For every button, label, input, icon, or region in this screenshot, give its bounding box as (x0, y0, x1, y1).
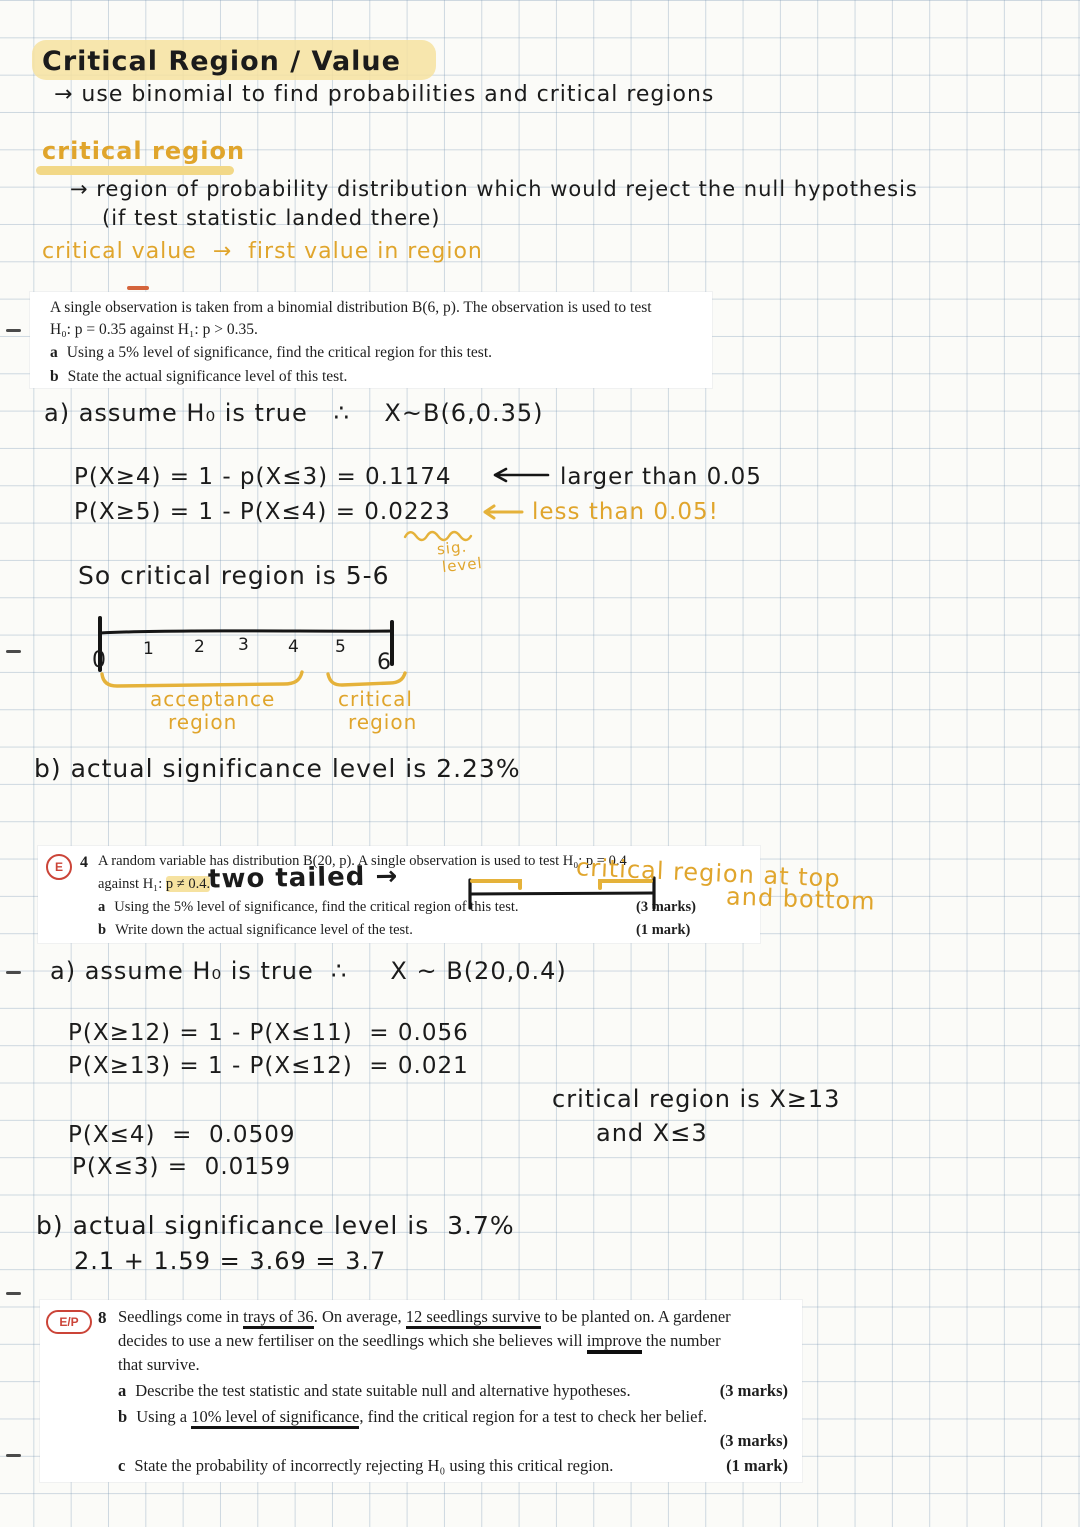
q4-line2-highlighted: p ≠ 0.4. (165, 876, 211, 892)
q4-item-a-marks: (3 marks) (636, 899, 697, 915)
critical-region-label: critical (338, 687, 413, 711)
work1-prob1-annotation: larger than 0.05 (560, 464, 762, 490)
q8-underlined-trays-of-36: trays of 36 (243, 1307, 314, 1329)
numberline-tick-6: 6 (377, 650, 392, 675)
acceptance-region-label: acceptance (150, 687, 276, 711)
exam-badge: E (46, 854, 72, 880)
q8-underlined-improve: improve (587, 1331, 642, 1354)
numberline-tick-0: 0 (92, 648, 107, 673)
textbook-question-8 (40, 1300, 802, 1482)
q8-item-b-text-2: , find the critical region for a test to check her belief. (359, 1407, 708, 1426)
work4-part-b-answer: b) actual significance level is 3.7% (36, 1211, 515, 1240)
q8-underlined-12-seedlings-survive: 12 seedlings survive (406, 1307, 541, 1329)
q8-line1: Seedlings come in (118, 1307, 244, 1326)
q4-line1: A random variable has distribution B(20, p). A single observation is used to test H₀: p = 0.4 (98, 853, 627, 869)
acceptance-region-label-2: region (168, 710, 238, 734)
q8-item-a-label: a (118, 1381, 127, 1400)
numberline-tick-3: 3 (238, 635, 250, 655)
q1-line2: H₀: p = 0.35 against H₁: p > 0.35. (50, 321, 258, 338)
exam-practice-badge: E/P (46, 1310, 92, 1334)
critical-region-label-2: region (348, 710, 418, 734)
q4-number: 4 (80, 854, 88, 871)
critical-region-definition-2: (if test statistic landed there) (102, 206, 441, 230)
margin-tick (6, 1292, 21, 1295)
q4-yellow-note-2: and bottom (725, 882, 877, 916)
yellow-left-arrow-icon (478, 503, 524, 521)
heading-highlight-underline (36, 166, 234, 175)
work4-critical-region-note: critical region is X≥13 (552, 1085, 841, 1113)
margin-tick (6, 1454, 21, 1457)
margin-tick (6, 971, 21, 974)
numberline-tick-4: 4 (288, 637, 300, 657)
work4-prob3: P(X≤4) = 0.0509 (68, 1122, 296, 1148)
notes-subtitle: → use binomial to find probabilities and critical regions (54, 82, 715, 107)
q4-item-a-label: a (98, 899, 106, 915)
numberline-tick-2: 2 (194, 637, 206, 657)
q8-item-b-label: b (118, 1407, 128, 1426)
work1-prob2-annotation: less than 0.05! (532, 499, 719, 525)
q8-item-a-marks: (3 marks) (719, 1381, 788, 1400)
work4-prob2: P(X≥13) = 1 - P(X≤12) = 0.021 (68, 1053, 469, 1079)
numberline-tick-1: 1 (143, 639, 155, 659)
work1-part-b-answer: b) actual significance level is 2.23% (34, 754, 521, 783)
q1-item-b-label: b (50, 368, 59, 385)
q4-item-b-text: Write down the actual significance level of the test. (115, 922, 413, 938)
q8-line2: decides to use a new fertiliser on the seedlings which she believes will (118, 1331, 587, 1350)
sig-level-note-1: sig. (436, 537, 469, 559)
left-arrow-icon (488, 466, 550, 484)
q8-underlined-10-percent-significance: 10% level of significance (191, 1407, 359, 1429)
q8-line1-seg3: to be planted on. A gardener (540, 1307, 731, 1326)
sig-level-note-2: level (441, 553, 484, 577)
work1-assume-line: a) assume H₀ is true ∴ X~B(6,0.35) (44, 399, 544, 427)
q4-item-b-marks: (1 mark) (636, 922, 691, 938)
work1-conclusion: So critical region is 5-6 (78, 561, 390, 590)
q8-item-c-text: State the probability of incorrectly rejecting H₀ using this critical region. (134, 1456, 614, 1475)
critical-region-definition: → region of probability distribution which would reject the null hypothesis (70, 177, 918, 201)
q4-yellow-note-1: critical region at top (575, 853, 842, 893)
q8-item-a-text: Describe the test statistic and state suitable null and alternative hypotheses. (135, 1381, 631, 1400)
numberline-tick-5: 5 (335, 637, 347, 657)
page-title: Critical Region / Value (42, 46, 401, 77)
q8-line2-seg2: the number (641, 1331, 721, 1350)
q1-item-a-text: Using a 5% level of significance, find the critical region for this test. (66, 344, 493, 361)
q8-line3: that survive. (118, 1355, 200, 1374)
q1-item-a-label: a (50, 344, 58, 361)
orange-dash-mark (127, 286, 149, 290)
q8-item-b-marks: (3 marks) (719, 1431, 788, 1450)
work4-critical-region-note-2: and X≤3 (596, 1119, 708, 1147)
q4-item-b-label: b (98, 922, 107, 938)
q8-item-b-text: Using a (136, 1407, 192, 1426)
q8-item-c-marks: (1 mark) (726, 1456, 788, 1475)
textbook-question-1 (30, 292, 712, 388)
q4-line2-pre: against H₁: (98, 876, 166, 892)
q1-item-b-text: State the actual significance level of this test. (67, 368, 348, 385)
work4-assume-line: a) assume H₀ is true ∴ X ~ B(20,0.4) (50, 957, 567, 985)
work4-prob1: P(X≥12) = 1 - P(X≤11) = 0.056 (68, 1020, 469, 1046)
critical-value-definition: critical value → first value in region (42, 239, 483, 264)
work1-prob2: P(X≥5) = 1 - P(X≤4) = 0.0223 (74, 499, 451, 525)
q8-item-c-label: c (118, 1456, 126, 1475)
q8-number: 8 (98, 1308, 107, 1327)
work4-prob4: P(X≤3) = 0.0159 (72, 1154, 292, 1180)
two-tailed-annotation: two tailed → (207, 861, 399, 895)
margin-tick (6, 650, 21, 653)
q1-line1: A single observation is taken from a binomial distribution B(6, p). The observation is used to test (50, 299, 652, 316)
q4-item-a-text: Using the 5% level of significance, find the critical region of this test. (114, 899, 519, 915)
work1-prob1: P(X≥4) = 1 - p(X≤3) = 0.1174 (74, 464, 452, 490)
critical-region-heading: critical region (42, 137, 246, 165)
margin-tick (6, 329, 21, 332)
work4-part-b-calculation: 2.1 + 1.59 = 3.69 = 3.7 (74, 1247, 387, 1275)
q8-line1-seg2: . On average, (313, 1307, 406, 1326)
